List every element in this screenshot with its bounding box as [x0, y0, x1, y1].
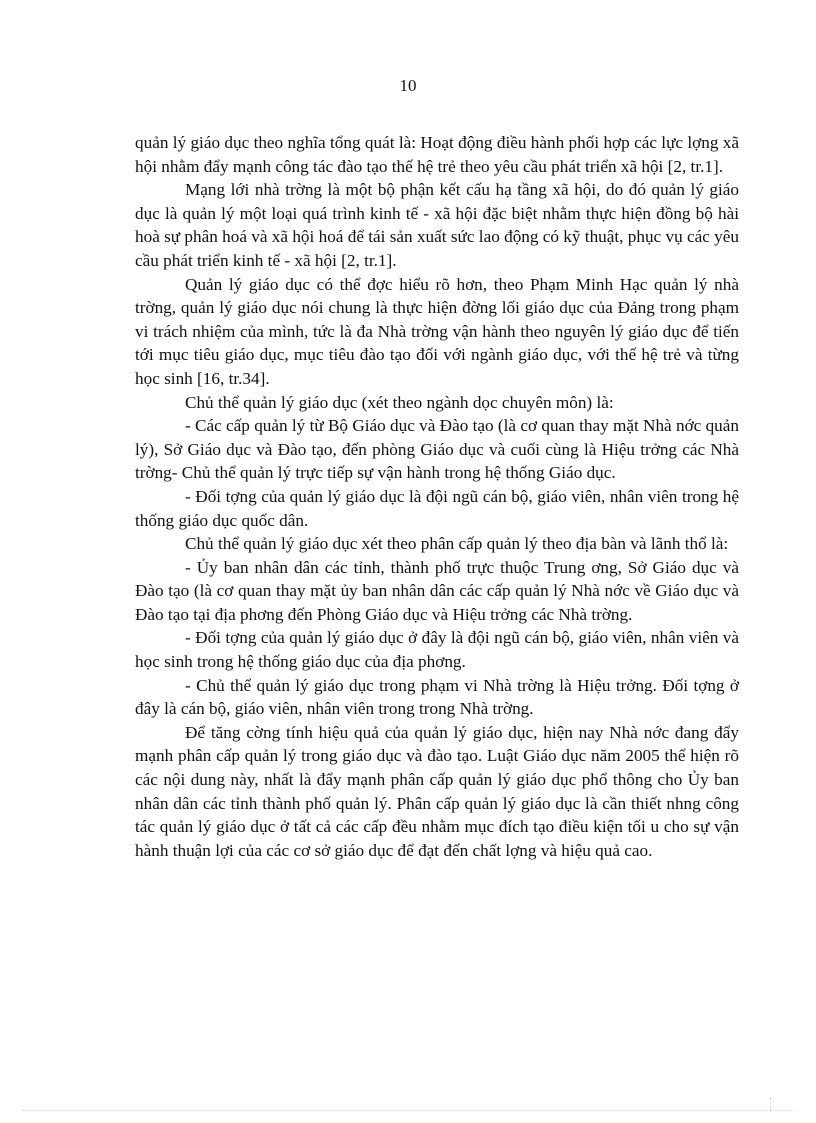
footer-mark	[770, 1098, 771, 1112]
page-number: 10	[399, 76, 417, 95]
body-text	[135, 131, 739, 862]
paragraph-5: - Các cấp quản lý từ Bộ Giáo dục và Đào tạo (là cơ quan thay mặt Nhà nớc quản lý), Sở Giáo dục và Đào tạo, đến phòng Giáo dục và cuối cùng là Hiệu trởng các Nhà trờng- Chủ thể quản lý trực tiếp sự vận hành trong hệ thống Giáo dục.	[135, 416, 739, 483]
paragraph-10: - Chủ thể quản lý giáo dục trong phạm vi Nhà trờng là Hiệu trởng. Đối tợng ở đây là cán bộ, giáo viên, nhân viên trong trong Nhà trờng.	[135, 675, 739, 719]
paragraph-4: Chủ thể quản lý giáo dục (xét theo ngành dọc chuyên môn) là:	[185, 392, 614, 412]
paragraph-3: Quản lý giáo dục có thể đợc hiểu rõ hơn, theo Phạm Minh Hạc quản lý nhà trờng, quản lý giáo dục nói chung là thực hiện đờng lối giáo dục của Đảng trong phạm vi trách nhiệm của mình, tức là đa Nhà trờng vận hành theo nguyên lý giáo dục để tiến tới mục tiêu giáo dục, mục tiêu đào tạo đối với ngành giáo dục, với thế hệ trẻ và từng học sinh [16, tr.34].	[135, 274, 739, 388]
paragraph-8: - Ủy ban nhân dân các tỉnh, thành phố trực thuộc Trung ơng, Sở Giáo dục và Đào tạo (là cơ quan thay mặt ủy ban nhân dân các cấp quản lý Nhà nớc về Giáo dục và Đào tạo tại địa phơng đến Phòng Giáo dục và Hiệu trởng các Nhà trờng.	[135, 557, 739, 624]
paragraph-2: Mạng lới nhà trờng là một bộ phận kết cấu hạ tầng xã hội, do đó quản lý giáo dục là quản lý một loại quá trình kinh tế - xã hội đặc biệt nhằm thực hiện đồng bộ hài hoà sự phân hoá và xã hội hoá để tái sản xuất sức lao động có kỹ thuật, phục vụ các yêu cầu phát triển kinh tế - xã hội [2, tr.1].	[135, 180, 739, 270]
paragraph-11: Để tăng cờng tính hiệu quả của quản lý giáo dục, hiện nay Nhà nớc đang đẩy mạnh phân cấp quản lý trong giáo dục và đào tạo. Luật Giáo dục năm 2005 thể hiện rõ các nội dung này, nhất là đẩy mạnh phân cấp quản lý giáo dục phổ thông cho Ủy ban nhân dân các tỉnh thành phố quản lý. Phân cấp quản lý giáo dục là cần thiết nhng công tác quản lý giáo dục ở tất cả các cấp đều nhằm mục đích tạo điều kiện tối u cho sự vận hành thuận lợi của các cơ sở giáo dục để đạt đến chất lợng và hiệu quả cao.	[135, 722, 739, 860]
paragraph-9: - Đối tợng của quản lý giáo dục ở đây là đội ngũ cán bộ, giáo viên, nhân viên và học sinh trong hệ thống giáo dục của địa phơng.	[135, 628, 739, 672]
footer-divider	[22, 1110, 794, 1111]
paragraph-6: - Đối tợng của quản lý giáo dục là đội ngũ cán bộ, giáo viên, nhân viên trong hệ thống giáo dục quốc dân.	[135, 486, 739, 530]
paragraph-7: Chủ thể quản lý giáo dục xét theo phân cấp quản lý theo địa bàn và lãnh thổ là:	[185, 534, 729, 554]
paragraph-1: quản lý giáo dục theo nghĩa tổng quát là: Hoạt động điều hành phối hợp các lực lợng xã hội nhằm đẩy mạnh công tác đào tạo thế hệ trẻ theo yêu cầu phát triển xã hội [2, tr.1].	[135, 133, 739, 176]
